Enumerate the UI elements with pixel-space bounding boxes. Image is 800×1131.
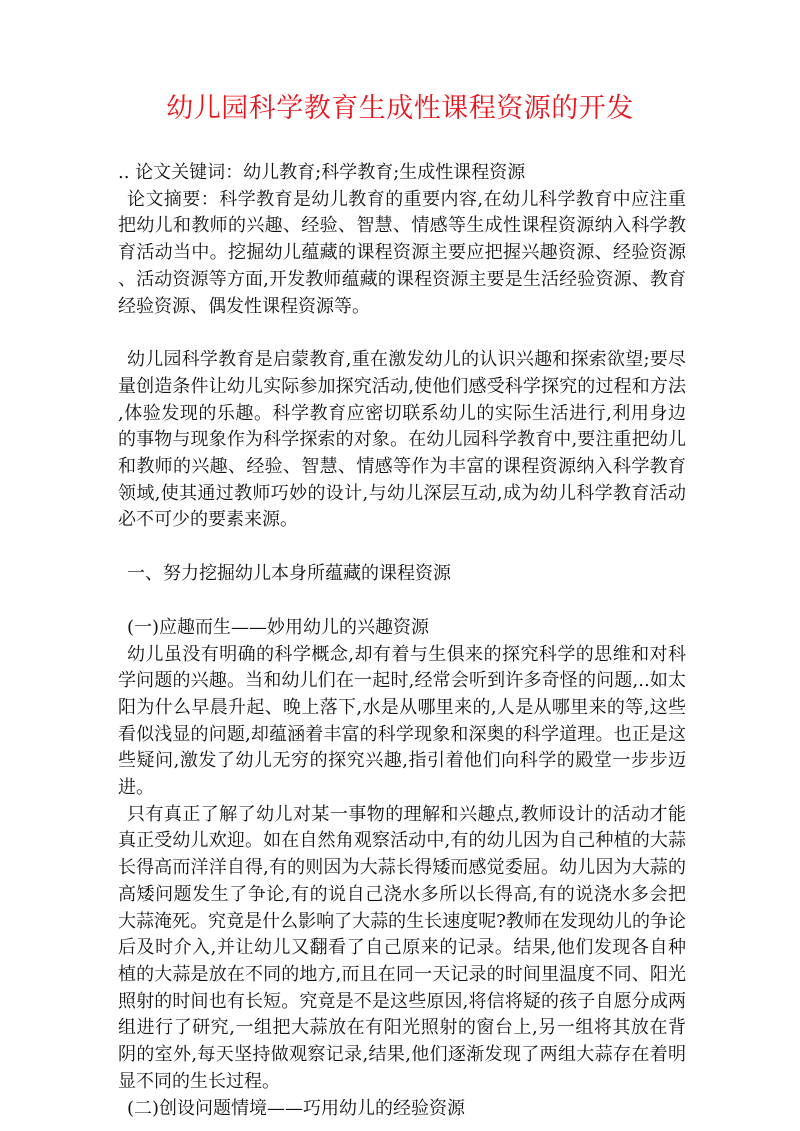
section-heading: 一、努力挖掘幼儿本身所蕴藏的课程资源	[127, 563, 451, 585]
subsection-heading: (一)应趣而生——妙用幼儿的兴趣资源	[127, 616, 430, 638]
subsection-heading: (二)创设问题情境——巧用幼儿的经验资源	[127, 1097, 466, 1119]
abstract-paragraph: 论文摘要：科学教育是幼儿教育的重要内容,在幼儿科学教育中应注重把幼儿和教师的兴趣、经验、智慧、情感等生成性课程资源纳入科学教育活动当中。挖掘幼儿蕴藏的课程资源主要应把握兴趣资源、经验资源、活动资源等方面,开发教师蕴藏的课程资源主要是生活经验资源、教育经验资源、偶发性课程资源等。	[118, 188, 686, 317]
paragraph-gap	[118, 588, 686, 615]
paragraph-gap	[118, 534, 686, 561]
keywords-line: .. 论文关键词：幼儿教育;科学教育;生成性课程资源	[118, 162, 526, 183]
paragraph-gap	[118, 320, 686, 347]
body-paragraph: 幼儿虽没有明确的科学概念,却有着与生俱来的探究科学的思维和对科学问题的兴趣。当和幼儿们在一起时,经常会听到许多奇怪的问题,..如太阳为什么早晨升起、晚上落下,水是从哪里来的,人是从哪里来的等,这些看似浅显的问题,却蕴涵着丰富的科学现象和深奥的科学道理。也正是这些疑问,激发了幼儿无穷的探究兴趣,指引着他们向科学的殿堂一步步迈进。	[118, 643, 686, 799]
document-title: 幼儿园科学教育生成性课程资源的开发	[166, 93, 634, 124]
intro-paragraph: 幼儿园科学教育是启蒙教育,重在激发幼儿的认识兴趣和探索欲望;要尽量创造条件让幼儿实际参加探究活动,使他们感受科学探究的过程和方法,体验发现的乐趣。科学教育应密切联系幼儿的实际生活进行,利用身边的事物与现象作为科学探索的对象。在幼儿园科学教育中,要注重把幼儿和教师的兴趣、经验、智慧、情感等作为丰富的课程资源纳入科学教育领域,使其通过教师巧妙的设计,与幼儿深层互动,成为幼儿科学教育活动必不可少的要素来源。	[118, 349, 686, 531]
document-body	[118, 160, 686, 1122]
body-paragraph: 只有真正了解了幼儿对某一事物的理解和兴趣点,教师设计的活动才能真正受幼儿欢迎。如在自然角观察活动中,有的幼儿因为自己种植的大蒜长得高而洋洋自得,有的则因为大蒜长得矮而感觉委屈。幼儿因为大蒜的高矮问题发生了争论,有的说自己浇水多所以长得高,有的说浇水多会把大蒜淹死。究竟是什么影响了大蒜的生长速度呢?教师在发现幼儿的争论后及时介入,并让幼儿又翻看了自己原来的记录。结果,他们发现各自种植的大蒜是放在不同的地方,而且在同一天记录的时间里温度不同、阳光照射的时间也有长短。究竟是不是这些原因,将信将疑的孩子自愿分成两组进行了研究,一组把大蒜放在有阳光照射的窗台上,另一组将其放在背阴的室外,每天坚持做观察记录,结果,他们逐渐发现了两组大蒜存在着明显不同的生长过程。	[118, 803, 686, 1092]
